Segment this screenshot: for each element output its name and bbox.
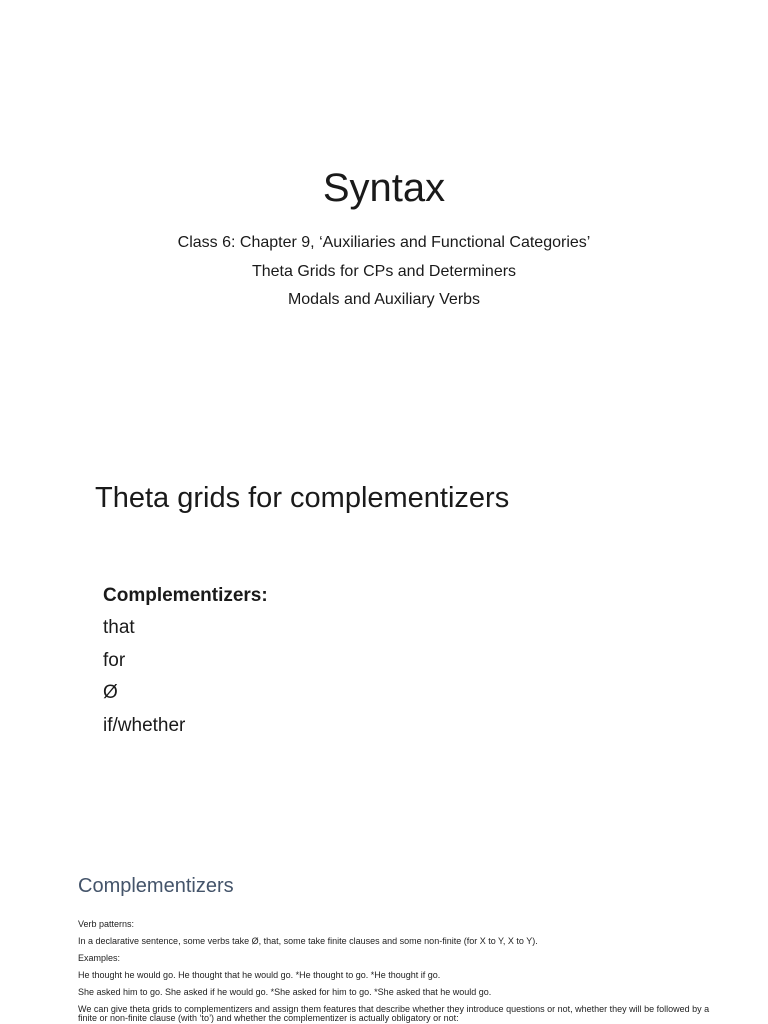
theta-grids-slide xyxy=(0,432,768,864)
slide-title: Complementizers xyxy=(78,875,234,897)
slide-body xyxy=(78,916,718,1023)
body-line: In a declarative sentence, some verbs take Ø, that, some take finite clauses and some non-finite (for X to Y, X to Y). xyxy=(78,936,538,946)
list-heading: Complementizers: xyxy=(103,585,268,606)
slide-title: Theta grids for complementizers xyxy=(95,482,510,514)
body-line: Verb patterns: xyxy=(78,919,135,929)
list-item: Ø xyxy=(103,682,118,704)
body-paragraph: We can give theta grids to complementizers and assign them features that describe whether they introduce questions or not, whether they will be followed by a finite or non-finite clause (with ‘to’) and whether the complementizer is actually obligatory or not: xyxy=(78,1004,710,1023)
slide-title: Syntax xyxy=(322,166,446,210)
subtitle-line: Theta Grids for CPs and Determiners xyxy=(251,262,517,280)
body-line: Examples: xyxy=(78,953,121,963)
subtitle-line: Class 6: Chapter 9, ‘Auxiliaries and Functional Categories’ xyxy=(177,234,591,251)
list-item: that xyxy=(103,617,135,639)
subtitle-line: Modals and Auxiliary Verbs xyxy=(287,291,481,308)
list-item: for xyxy=(103,649,126,671)
complementizers-slide xyxy=(0,864,768,1024)
list-item: if/whether xyxy=(103,714,186,736)
complementizer-list xyxy=(103,580,268,742)
title-slide xyxy=(0,0,768,432)
slide-subtitles xyxy=(0,229,768,315)
body-line: She asked him to go. She asked if he would go. *She asked for him to go. *She asked that he would go. xyxy=(78,987,492,997)
body-line: He thought he would go. He thought that he would go. *He thought to go. *He thought if go. xyxy=(78,970,441,980)
